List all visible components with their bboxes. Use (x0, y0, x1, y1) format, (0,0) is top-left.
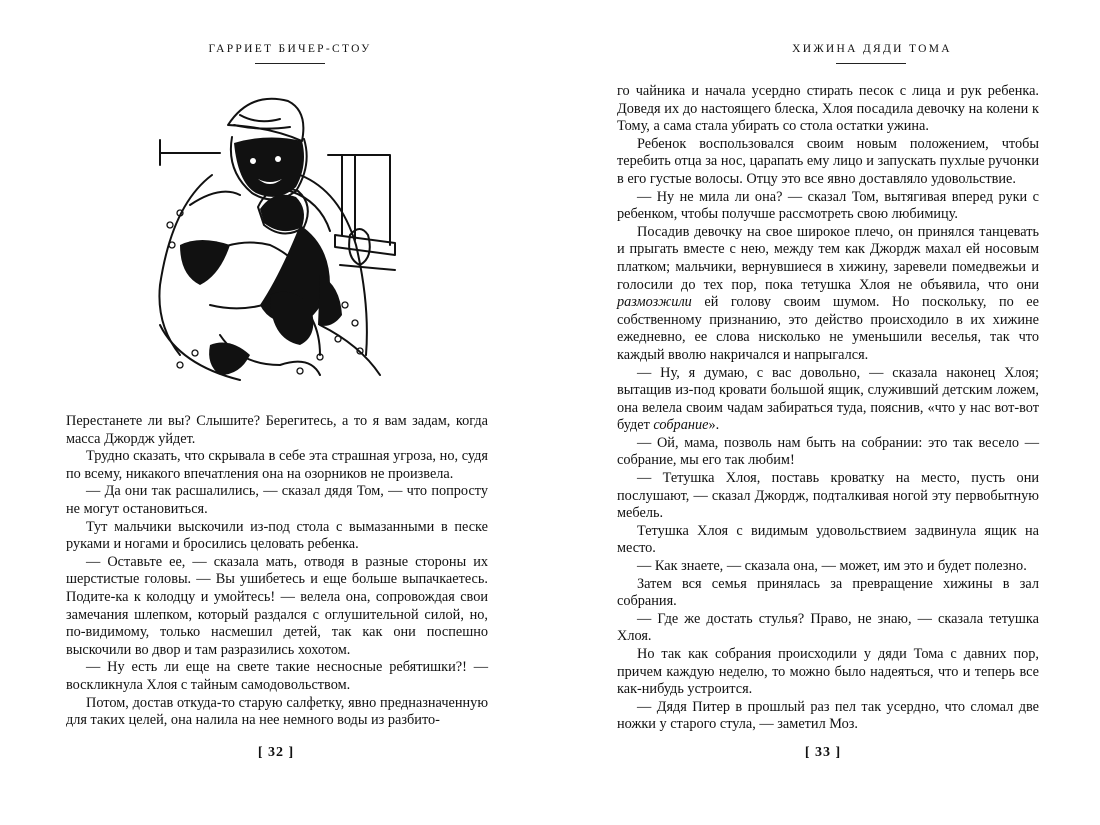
paragraph (617, 224, 1039, 365)
paragraph: Тетушка Хлоя с видимым удовольствием задвинула ящик на место. (617, 522, 1039, 557)
paragraph: Ребенок воспользовался своим новым положением, чтобы теребить отца за нос, царапать ему лицо и запускать пухлые ручонки в его густые волосы. Отцу это все явно доставляло удовольствие. (617, 135, 1039, 187)
paragraph: Но так как собрания происходили у дяди Тома с давних пор, причем каждую неделю, то можно было надеяться, что и теперь все как-нибудь устроится. (617, 646, 1039, 698)
italic-word: собрание (653, 417, 709, 434)
page-number: [ 32 ] (257, 745, 295, 760)
paragraph: — Да они так расшалились, — сказал дядя Том, — что попросту не могут остановиться. (66, 483, 488, 517)
header-rule (836, 63, 906, 64)
text-run: ». (708, 417, 720, 434)
paragraph: — Ну есть ли еще на свете такие несносные ребятишки?! — воскликнула Хлоя с тайным самодовольством. (66, 659, 488, 693)
paragraph: — Ну не мила ли она? — сказал Том, вытягивая вперед руки с ребенком, чтобы получше рассмотреть свою любимицу. (617, 188, 1039, 223)
right-page-text (617, 83, 1039, 734)
running-head-author: ГАРРИЕТ БИЧЕР-СТОУ (208, 43, 372, 55)
illustration-mother-with-baby (150, 95, 400, 385)
paragraph: Потом, достав откуда-то старую салфетку, явно предназначенную для таких целей, она налила на нее немного воды из разбито- (66, 694, 488, 729)
left-page-text (66, 413, 488, 730)
page-number: [ 33 ] (804, 745, 842, 760)
paragraph: — Оставьте ее, — сказала мать, отводя в разные стороны их шерстистые головы. — Вы ушибетесь и еще больше выпачкаетесь. Подите-ка к колодцу и умойтесь! — велела она, сопровождая свои замечания шлепком, который раздался с оглушительной силой, но, по-видимому, только насмешил детей, так как они поспешно выскочили во двор и там разразились хохотом. (66, 553, 488, 658)
paragraph: — Ой, мама, позволь нам быть на собрании: это так весело — собрание, мы его так любим! (617, 434, 1039, 469)
paragraph: Перестанете ли вы? Слышите? Берегитесь, а то я вам задам, когда масса Джордж уйдет. (66, 413, 488, 447)
paragraph: Трудно сказать, что скрывала в себе эта страшная угроза, но, судя по всему, никакого впечатления она на озорников не произвела. (66, 448, 488, 482)
header-rule (255, 63, 325, 64)
text-run: Посадив девочку на свое широкое плечо, он принялся танцевать и прыгать вместе с нею, между тем как Джордж махал ей носовым платком; мальчики, вернувшиеся в хижину, заревели помедвежьи и голосили до тех пор, пока тетушка Хлоя не объявила, что они (617, 223, 1039, 293)
paragraph: Затем вся семья принялась за превращение хижины в зал собрания. (617, 575, 1039, 610)
running-head-title: ХИЖИНА ДЯДИ ТОМА (792, 43, 952, 55)
paragraph: — Дядя Питер в прошлый раз пел так усердно, что сломал две ножки у старого стула, — заметил Моз. (617, 698, 1039, 733)
paragraph: — Тетушка Хлоя, поставь кроватку на место, пусть они послушают, — сказал Джордж, подталкивая ногой эту первобытную мебель. (617, 470, 1039, 522)
italic-word: размозжили (617, 294, 692, 311)
paragraph: Тут мальчики выскочили из-под стола с вымазанными в песке руками и ногами и бросились целовать ребенка. (66, 518, 488, 553)
right-page (550, 0, 1100, 825)
paragraph: — Как знаете, — сказала она, — может, им это и будет полезно. (637, 558, 1027, 575)
text-run: ей голову своим шумом. Но поскольку, по ее собственному признанию, это действо происходило в их хижине ежедневно, ее слова нисколько не уменьшили веселья, так что каждый вволю накричался и напрыгался. (617, 294, 1039, 363)
paragraph: — Где же достать стулья? Право, не знаю, — сказала тетушка Хлоя. (617, 610, 1039, 645)
paragraph: го чайника и начала усердно стирать песок с лица и рук ребенка. Доведя их до настоящего блеска, Хлоя посадила девочку на колени к Тому, а сама стала убирать со стола остатки ужина. (617, 83, 1039, 135)
text-run: — Ну, я думаю, с вас довольно, — сказала наконец Хлоя; вытащив из-под кровати большой ящик, служивший детским ложем, она велела своим чадам забираться туда, пояснив, «что у нас вот-вот будет (617, 364, 1039, 434)
paragraph (617, 365, 1039, 435)
